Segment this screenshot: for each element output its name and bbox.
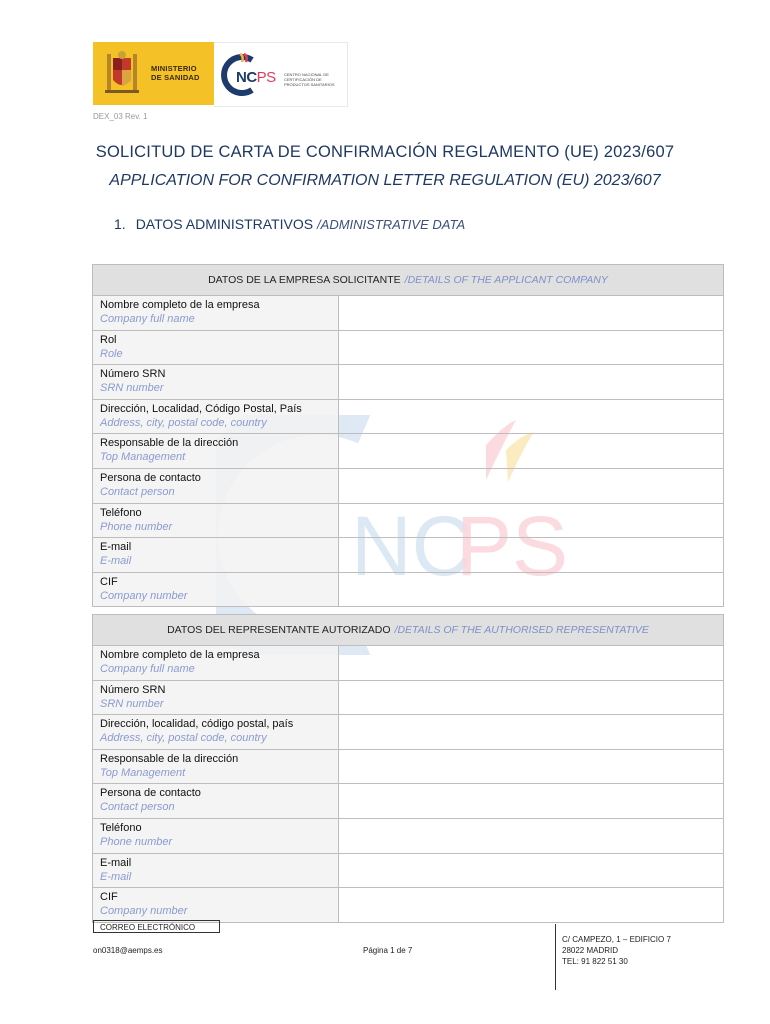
field-label [93,400,339,434]
representative-row [92,819,724,854]
field-label-es: Nombre completo de la empresa [100,649,260,661]
field-label-en: E-mail [100,870,132,883]
applicant-row [92,331,724,366]
applicant-row [92,538,724,573]
field-label [93,434,339,468]
field-label-es: Dirección, Localidad, Código Postal, País [100,402,302,415]
representative-row [92,784,724,819]
applicant-table-header [92,264,724,296]
field-value-input[interactable] [339,365,723,399]
footer-email[interactable]: on0318@aemps.es [93,946,163,955]
page-number: Página 1 de 7 [363,946,413,955]
applicant-row [92,504,724,539]
page-title-english: APPLICATION FOR CONFIRMATION LETTER REGULATION (EU) 2023/607 [109,172,661,189]
document-code: DEX_03 Rev. 1 [93,112,148,121]
field-label [93,854,339,888]
field-label-en: Phone number [100,520,173,533]
field-label [93,296,339,330]
ncps-logo [214,42,348,107]
field-label-es: Responsable de la dirección [100,752,239,765]
representative-row [92,750,724,785]
applicant-header-en: /DETAILS OF THE APPLICANT COMPANY [404,274,608,286]
field-label-es: Persona de contacto [100,787,201,800]
representative-row [92,888,724,923]
field-label-en: Company full name [100,663,195,675]
applicant-row [92,434,724,469]
field-label-en: SRN number [100,382,164,395]
section-number: 1. [114,216,126,232]
field-value-input[interactable] [339,750,723,784]
field-label [93,504,339,538]
ncps-wordmark [236,69,276,86]
field-value-input[interactable] [339,888,723,922]
footer-divider [555,924,556,990]
field-value-input[interactable] [339,469,723,503]
field-label-es: Nombre completo de la empresa [100,299,260,311]
field-label-es: Dirección, localidad, código postal, país [100,718,294,731]
field-label [93,538,339,572]
representative-table-header [92,614,724,646]
field-value-input[interactable] [339,819,723,853]
field-value-input[interactable] [339,296,723,330]
field-label [93,750,339,784]
representative-row [92,854,724,889]
field-label [93,715,339,749]
field-label-es: E-mail [100,541,132,554]
field-label-en: Contact person [100,485,175,498]
watermark-nc: NC [351,499,473,593]
field-value-input[interactable] [339,646,723,680]
ncps-ps: PS [256,69,276,86]
field-label [93,365,339,399]
section-title: DATOS ADMINISTRATIVOS [135,216,314,232]
field-label-es: CIF [100,575,118,588]
footer-address [562,934,671,967]
representative-row [92,681,724,716]
ministerio-logo [93,42,214,105]
footer-email-label: CORREO ELECTRÓNICO [93,920,220,933]
field-value-input[interactable] [339,434,723,468]
applicant-row [92,400,724,435]
ncps-caption [284,72,335,87]
field-label-es: Teléfono [100,506,142,519]
field-label-es: Número SRN [100,683,166,696]
page-title: SOLICITUD DE CARTA DE CONFIRMACIÓN REGLAMENTO (UE) 2023/607 [95,143,675,161]
field-label-en: Top Management [100,451,186,464]
field-label-es: Persona de contacto [100,471,201,484]
authorised-representative-table [92,614,724,923]
field-label-en: Phone number [100,835,173,848]
ministerio-line1: MINISTERIO [151,64,197,73]
field-label [93,819,339,853]
field-label-en: Company number [100,905,188,918]
section-title-english: /ADMINISTRATIVE DATA [317,217,466,232]
field-label-es: CIF [100,891,118,904]
address-line-3: TEL: 91 822 51 30 [562,957,628,966]
field-label-en: SRN number [100,697,164,710]
address-line-1: C/ CAMPEZO, 1 – EDIFICIO 7 [562,935,671,944]
field-label-en: Company full name [100,313,195,325]
field-label [93,331,339,365]
field-label [93,888,339,922]
field-label-es: Rol [100,333,117,346]
applicant-row [92,573,724,608]
field-label-en: Contact person [100,801,175,814]
field-value-input[interactable] [339,715,723,749]
ncps-nc: NC [236,69,257,86]
field-value-input[interactable] [339,854,723,888]
field-value-input[interactable] [339,538,723,572]
field-value-input[interactable] [339,784,723,818]
applicant-row [92,296,724,331]
field-label-en: Address, city, postal code, country [100,416,267,429]
field-label-es: Responsable de la dirección [100,437,239,450]
field-value-input[interactable] [339,681,723,715]
representative-header-en: /DETAILS OF THE AUTHORISED REPRESENTATIVE [394,624,649,636]
field-label-es: Número SRN [100,368,166,381]
field-label-en: Role [100,347,123,360]
field-label [93,573,339,607]
ncps-small-1: CENTRO NACIONAL DE [284,72,329,77]
field-label-es: E-mail [100,856,132,869]
coat-of-arms-icon [103,50,141,98]
field-label-en: Company number [100,589,188,602]
field-label-es: Teléfono [100,821,142,834]
field-value-input[interactable] [339,331,723,365]
watermark-ps: PS [456,499,569,593]
ncps-small-3: PRODUCTOS SANITARIOS [284,82,335,87]
field-label-en: E-mail [100,555,132,568]
field-label [93,469,339,503]
field-label [93,646,339,680]
section-heading [114,216,465,232]
field-label-en: Top Management [100,766,186,779]
applicant-row [92,365,724,400]
representative-row [92,646,724,681]
ministerio-line2: DE SANIDAD [151,73,200,82]
field-label [93,681,339,715]
applicant-company-table [92,264,724,607]
field-label-en: Address, city, postal code, country [100,732,267,745]
representative-header-es: DATOS DEL REPRESENTANTE AUTORIZADO [167,624,391,636]
applicant-header-es: DATOS DE LA EMPRESA SOLICITANTE [208,274,401,286]
ncps-small-2: CERTIFICACIÓN DE [284,77,322,82]
field-value-input[interactable] [339,573,723,607]
applicant-row [92,469,724,504]
representative-row [92,715,724,750]
field-label [93,784,339,818]
address-line-2: 28022 MADRID [562,946,619,955]
field-value-input[interactable] [339,504,723,538]
field-value-input[interactable] [339,400,723,434]
